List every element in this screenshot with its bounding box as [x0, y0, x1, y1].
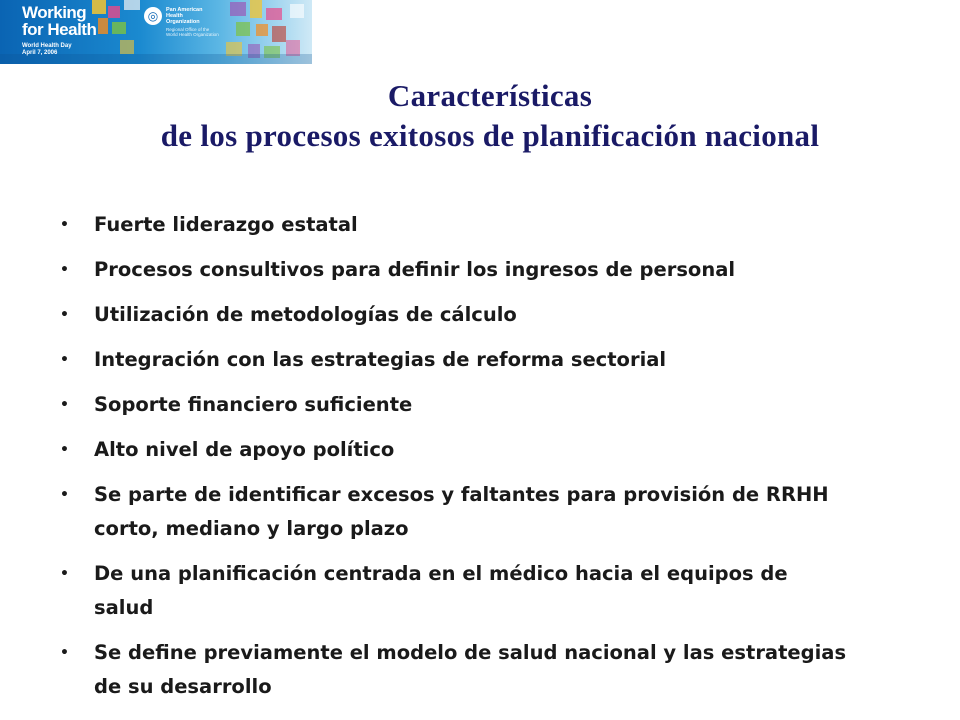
org-line-3: Organization: [166, 19, 200, 25]
bullet-item: [60, 478, 920, 546]
bullet-icon: •: [60, 352, 69, 368]
bullet-text: Procesos consultivos para definir los ingresos de personal: [94, 258, 736, 281]
slide-title-line-1: Características: [387, 78, 593, 113]
org-sub-line-1: Regional Office of the: [166, 27, 210, 32]
bullet-item: [60, 636, 920, 704]
slide-title-line-2: de los procesos exitosos de planificación nacional: [160, 118, 820, 153]
bullet-list: [60, 208, 920, 715]
bullet-icon: •: [60, 217, 69, 233]
bullet-text-continuation: corto, mediano y largo plazo: [94, 517, 409, 540]
bullet-item: [60, 253, 920, 287]
bullet-text: Se define previamente el modelo de salud nacional y las estrategias: [94, 641, 847, 664]
org-line-2: Health: [166, 13, 183, 19]
organization-subtitle: [166, 27, 226, 37]
bullet-icon: •: [60, 307, 69, 323]
brand-title: [22, 4, 96, 38]
bullet-text: De una planificación centrada en el médico hacia el equipos de: [94, 562, 788, 585]
bullet-text-continuation: de su desarrollo: [94, 675, 272, 698]
event-name: World Health Day: [22, 43, 72, 49]
bullet-text-continuation: salud: [94, 596, 154, 619]
bullet-text: Fuerte liderazgo estatal: [94, 213, 358, 236]
bullet-icon: •: [60, 442, 69, 458]
bullet-icon: •: [60, 397, 69, 413]
bullet-text: Se parte de identificar excesos y faltantes para provisión de RRHH: [94, 483, 829, 506]
brand-line-1: Working: [22, 3, 87, 22]
bullet-text: Utilización de metodologías de cálculo: [94, 303, 517, 326]
org-sub-line-2: World Health Organization: [166, 32, 219, 37]
slide-title: [60, 76, 920, 156]
event-caption: [22, 43, 72, 57]
bullet-item: [60, 298, 920, 332]
bullet-text: Alto nivel de apoyo político: [94, 438, 395, 461]
org-line-1: Pan American: [166, 7, 203, 13]
header-banner: [0, 0, 312, 64]
bullet-item: [60, 557, 920, 625]
bullet-text: Integración con las estrategias de reforma sectorial: [94, 348, 667, 371]
organization-name: [166, 7, 226, 25]
bullet-icon: •: [60, 645, 69, 661]
bullet-icon: •: [60, 487, 69, 503]
globe-emblem-icon: ◎: [144, 7, 162, 25]
bullet-item: [60, 343, 920, 377]
bullet-item: [60, 388, 920, 422]
bullet-icon: •: [60, 262, 69, 278]
bullet-icon: •: [60, 566, 69, 582]
bullet-item: [60, 433, 920, 467]
bullet-text: Soporte financiero suficiente: [94, 393, 413, 416]
event-date: April 7, 2006: [22, 50, 58, 56]
brand-line-2: for Health: [22, 20, 97, 39]
bullet-item: [60, 208, 920, 242]
